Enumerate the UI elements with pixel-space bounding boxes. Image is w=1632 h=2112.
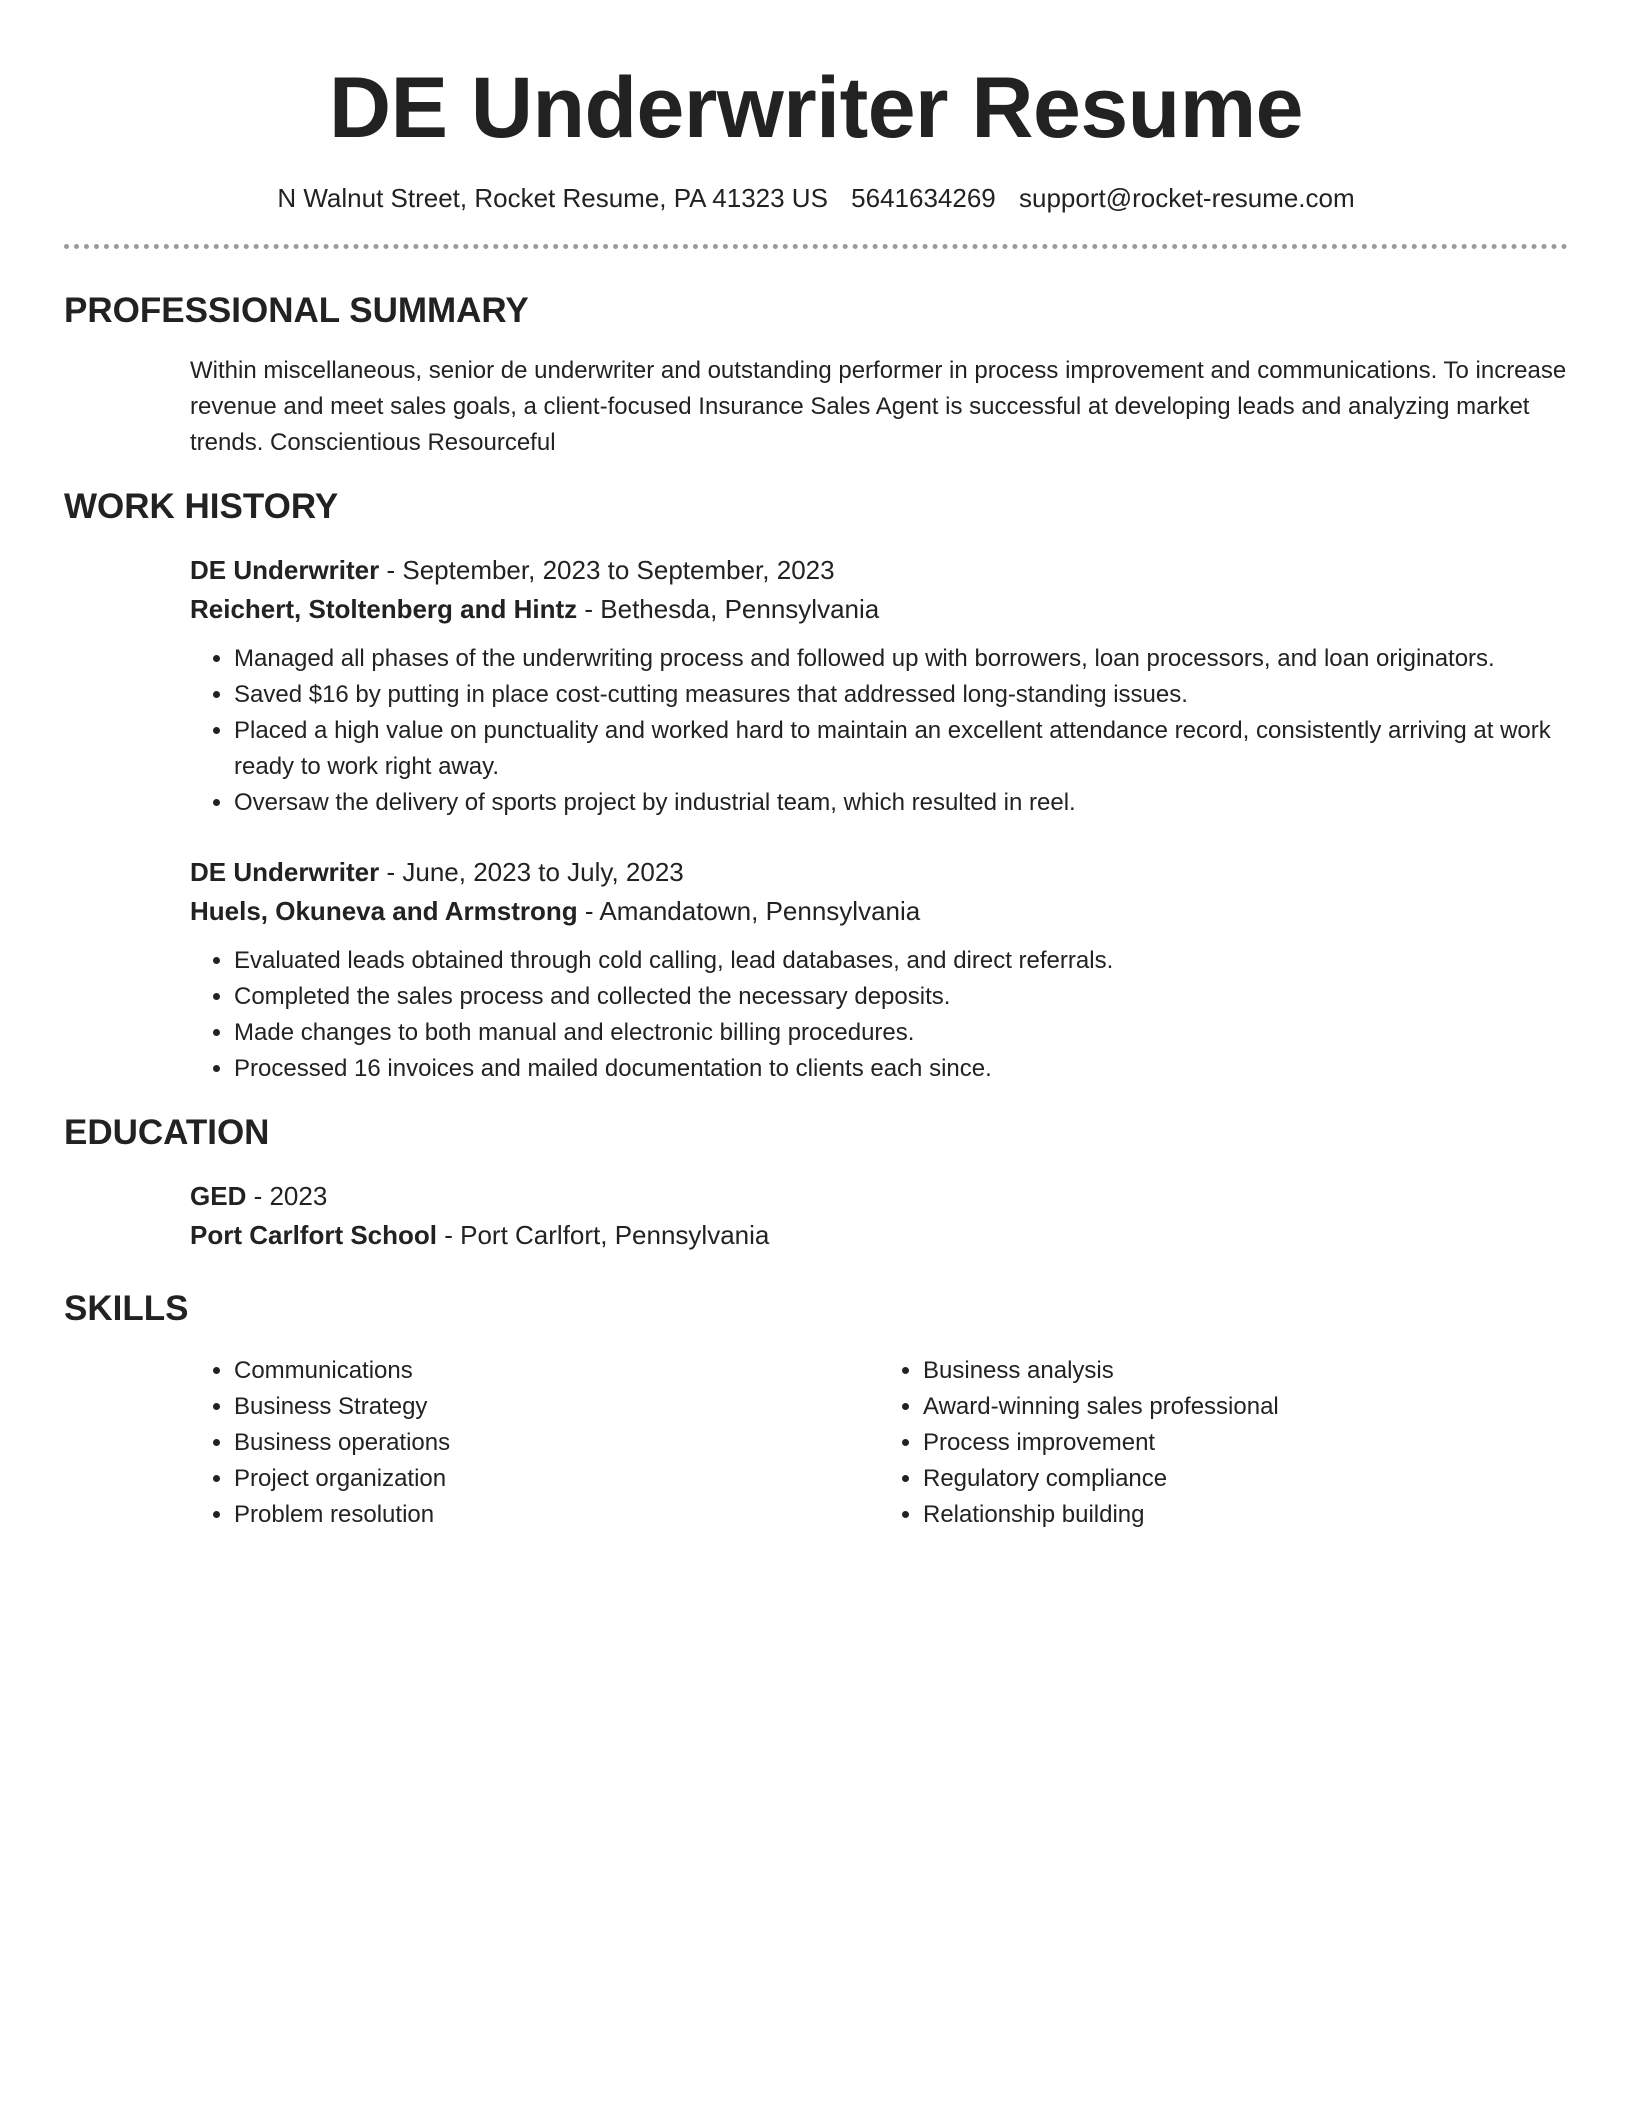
contact-phone: 5641634269 bbox=[851, 183, 996, 213]
job-company: Reichert, Stoltenberg and Hintz bbox=[190, 594, 578, 624]
skills-list-right bbox=[879, 1353, 1568, 1533]
list-item: • Completed the sales process and collected the necessary deposits. bbox=[234, 979, 1568, 1015]
contact-line bbox=[64, 180, 1568, 216]
list-item: • Award-winning sales professional bbox=[923, 1389, 1568, 1425]
list-item: • Placed a high value on punctuality and worked hard to maintain an excellent attendance record, consistently arriving at work ready to work right away. bbox=[234, 713, 1568, 785]
skills-section bbox=[190, 1353, 1568, 1533]
list-item: • Made changes to both manual and electronic billing procedures. bbox=[234, 1015, 1568, 1051]
job-company-line bbox=[190, 590, 1568, 629]
list-item: • Regulatory compliance bbox=[923, 1461, 1568, 1497]
job-title-line bbox=[190, 551, 1568, 590]
job-bullets bbox=[190, 943, 1568, 1087]
job-title-line bbox=[190, 853, 1568, 892]
list-item: • Process improvement bbox=[923, 1425, 1568, 1461]
education-location: - Port Carlfort, Pennsylvania bbox=[437, 1220, 770, 1250]
summary-heading: PROFESSIONAL SUMMARY bbox=[64, 291, 529, 330]
job-company: Huels, Okuneva and Armstrong bbox=[190, 896, 578, 926]
education-degree: GED bbox=[190, 1181, 247, 1211]
summary-section bbox=[190, 353, 1568, 461]
work-history-heading: WORK HISTORY bbox=[64, 487, 339, 526]
list-item: • Business analysis bbox=[923, 1353, 1568, 1389]
list-item: • Evaluated leads obtained through cold calling, lead databases, and direct referrals. bbox=[234, 943, 1568, 979]
contact-email: support@rocket-resume.com bbox=[1019, 183, 1355, 213]
job-location: - Bethesda, Pennsylvania bbox=[577, 594, 880, 624]
education-year: - 2023 bbox=[246, 1181, 328, 1211]
education-section bbox=[190, 1177, 1568, 1255]
job-title: DE Underwriter bbox=[190, 857, 380, 887]
job-entry bbox=[190, 551, 1568, 821]
list-item: • Business Strategy bbox=[234, 1389, 879, 1425]
work-history-section bbox=[190, 551, 1568, 1087]
list-item: • Oversaw the delivery of sports project by industrial team, which resulted in reel. bbox=[234, 785, 1568, 821]
education-degree-line bbox=[190, 1177, 1568, 1216]
list-item: • Project organization bbox=[234, 1461, 879, 1497]
job-entry bbox=[190, 853, 1568, 1087]
education-school-line bbox=[190, 1216, 1568, 1255]
job-dates: - September, 2023 to September, 2023 bbox=[379, 555, 835, 585]
skills-heading: SKILLS bbox=[64, 1289, 189, 1328]
summary-text: Within miscellaneous, senior de underwriter and outstanding performer in process improvement and communications. To increase revenue and meet sales goals, a client-focused Insurance Sales Agent is successful at developing leads and analyzing market trends. Conscientious Resourceful bbox=[190, 357, 1567, 456]
contact-address: N Walnut Street, Rocket Resume, PA 41323 US bbox=[277, 183, 828, 213]
job-dates: - June, 2023 to July, 2023 bbox=[379, 857, 684, 887]
list-item: • Processed 16 invoices and mailed documentation to clients each since. bbox=[234, 1051, 1568, 1087]
list-item: • Business operations bbox=[234, 1425, 879, 1461]
list-item: • Saved $16 by putting in place cost-cutting measures that addressed long-standing issues. bbox=[234, 677, 1568, 713]
header-divider bbox=[64, 244, 1568, 249]
list-item: • Relationship building bbox=[923, 1497, 1568, 1533]
education-heading: EDUCATION bbox=[64, 1113, 270, 1152]
list-item: • Managed all phases of the underwriting process and followed up with borrowers, loan processors, and loan originators. bbox=[234, 641, 1568, 677]
job-bullets bbox=[190, 641, 1568, 821]
list-item: • Problem resolution bbox=[234, 1497, 879, 1533]
list-item: • Communications bbox=[234, 1353, 879, 1389]
resume-title: DE Underwriter Resume bbox=[328, 60, 1303, 156]
job-title: DE Underwriter bbox=[190, 555, 380, 585]
education-school: Port Carlfort School bbox=[190, 1220, 438, 1250]
job-company-line bbox=[190, 892, 1568, 931]
skills-list-left bbox=[190, 1353, 879, 1533]
job-location: - Amandatown, Pennsylvania bbox=[577, 896, 921, 926]
